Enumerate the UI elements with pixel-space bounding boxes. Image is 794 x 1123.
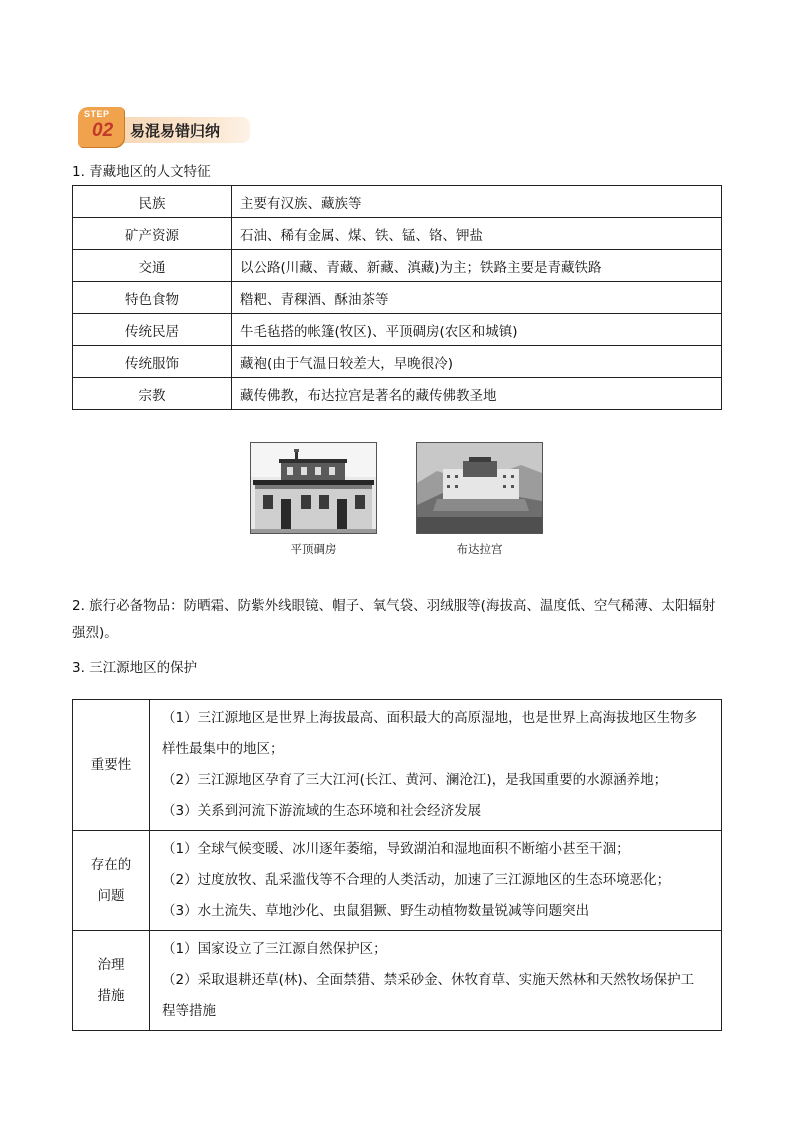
- table-row: [73, 314, 722, 346]
- row-key: 交通: [73, 250, 232, 282]
- row-value: 糌粑、青稞酒、酥油茶等: [232, 282, 722, 314]
- row-key-line: 治理: [97, 956, 125, 973]
- row-value: 石油、稀有金属、煤、铁、锰、铬、钾盐: [232, 218, 722, 250]
- row-key-line: 存在的: [90, 856, 132, 873]
- table-row: [73, 346, 722, 378]
- row-key-line: 措施: [97, 987, 125, 1004]
- row-value: 藏袍(由于气温日较差大，早晚很冷): [232, 346, 722, 378]
- flat-roof-house-photo: [250, 442, 377, 534]
- step-number: 02: [92, 120, 114, 141]
- culture-table: [72, 185, 722, 410]
- row-key: 民族: [73, 186, 232, 218]
- row-key: [73, 931, 150, 1031]
- row-value-line: （3）关系到河流下游流域的生态环境和社会经济发展: [162, 803, 482, 819]
- row-value: [150, 700, 722, 831]
- flat-roof-house-caption: 平顶碉房: [290, 542, 337, 556]
- row-key: 传统民居: [73, 314, 232, 346]
- section3-title: 3. 三江源地区的保护: [72, 660, 198, 676]
- table-row: [73, 218, 722, 250]
- step-title: 易混易错归纳: [130, 122, 221, 140]
- potala-palace-caption: 布达拉宫: [456, 542, 503, 556]
- row-value-line: （1）全球气候变暖、冰川逐年萎缩，导致湖泊和湿地面积不断缩小甚至干涸；: [162, 841, 630, 857]
- row-value: 主要有汉族、藏族等: [232, 186, 722, 218]
- row-key: [73, 700, 150, 831]
- row-key: [73, 831, 150, 931]
- table-row: [73, 282, 722, 314]
- row-value-line: （2）过度放牧、乱采滥伐等不合理的人类活动，加速了三江源地区的生态环境恶化；: [162, 872, 671, 888]
- row-key-line: 重要性: [90, 756, 132, 773]
- table-row: [73, 831, 722, 931]
- row-value: 藏传佛教，布达拉宫是著名的藏传佛教圣地: [232, 378, 722, 410]
- table-row: [73, 186, 722, 218]
- row-value-line: （2）采取退耕还草(林)、全面禁猎、禁采砂金、休牧育草、实施天然林和天然牧场保护工: [162, 972, 695, 988]
- row-key-line: 问题: [97, 887, 125, 904]
- row-value: [150, 931, 722, 1031]
- table-row: [73, 931, 722, 1031]
- travel-essentials-paragraph: 2. 旅行必备物品：防晒霜、防紫外线眼镜、帽子、氧气袋、羽绒服等(海拔高、温度低、空气稀薄、太阳辐射强烈)。: [72, 598, 716, 641]
- row-value-line: （1）国家设立了三江源自然保护区；: [162, 941, 387, 957]
- row-key: 特色食物: [73, 282, 232, 314]
- row-value-line: （3）水土流失、草地沙化、虫鼠猖獗、野生动植物数量锐减等问题突出: [162, 903, 590, 919]
- photos: [250, 442, 550, 562]
- row-value-line: 样性最集中的地区；: [162, 741, 284, 757]
- row-value: [150, 831, 722, 931]
- table-row: [73, 700, 722, 831]
- table-row: [73, 250, 722, 282]
- step-word: STEP: [84, 109, 110, 119]
- row-key: 矿产资源: [73, 218, 232, 250]
- step-header: [78, 107, 250, 147]
- row-value-line: （2）三江源地区孕育了三大江河(长江、黄河、澜沧江)，是我国重要的水源涵养地；: [162, 772, 668, 788]
- step-badge: [78, 107, 124, 147]
- row-value-line: （1）三江源地区是世界上海拔最高、面积最大的高原湿地，也是世界上高海拔地区生物多: [162, 710, 698, 726]
- row-key: 传统服饰: [73, 346, 232, 378]
- row-value: 牛毛毡搭的帐篷(牧区)、平顶碉房(农区和城镇): [232, 314, 722, 346]
- section1-title: 1. 青藏地区的人文特征: [72, 164, 211, 180]
- sanjiangyuan-table: [72, 699, 722, 1031]
- table-row: [73, 378, 722, 410]
- row-value: 以公路(川藏、青藏、新藏、滇藏)为主；铁路主要是青藏铁路: [232, 250, 722, 282]
- row-value-line: 程等措施: [162, 1003, 216, 1019]
- row-key: 宗教: [73, 378, 232, 410]
- potala-palace-photo: [416, 442, 543, 534]
